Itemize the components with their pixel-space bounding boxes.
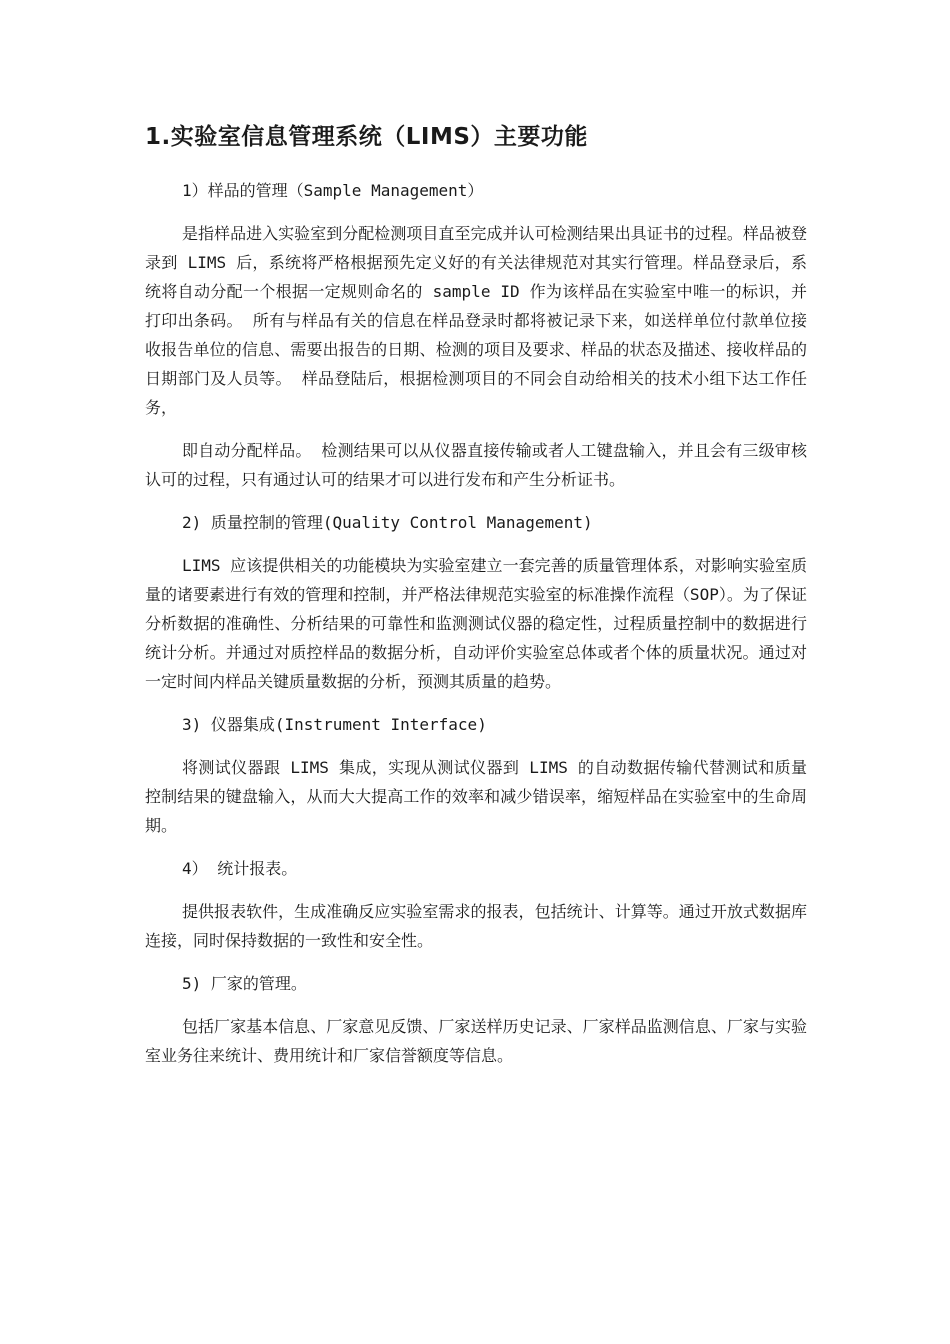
body-paragraph: 提供报表软件，生成准确反应实验室需求的报表，包括统计、计算等。通过开放式数据库连接，同时保持数据的一致性和安全性。 [145, 902, 807, 950]
page-title: 1.实验室信息管理系统（LIMS）主要功能 [145, 124, 588, 150]
section-instrument-interface [145, 710, 807, 840]
document-body [145, 120, 807, 1084]
section-heading: 3) 仪器集成(Instrument Interface) [182, 715, 487, 734]
section-heading: 5) 厂家的管理。 [182, 974, 307, 993]
body-paragraph: 包括厂家基本信息、厂家意见反馈、厂家送样历史记录、厂家样品监测信息、厂家与实验室业务往来统计、费用统计和厂家信誉额度等信息。 [145, 1017, 807, 1065]
body-paragraph: 即自动分配样品。 检测结果可以从仪器直接传输或者人工键盘输入，并且会有三级审核认可的过程，只有通过认可的结果才可以进行发布和产生分析证书。 [145, 441, 807, 489]
body-paragraph: 将测试仪器跟 LIMS 集成，实现从测试仪器到 LIMS 的自动数据传输代替测试和质量控制结果的键盘输入，从而大大提高工作的效率和减少错误率，缩短样品在实验室中的生命周期。 [145, 758, 807, 835]
section-sample-management [145, 176, 807, 494]
section-statistics-reports [145, 854, 807, 955]
section-heading: 1）样品的管理（Sample Management） [182, 181, 484, 200]
section-heading: 4） 统计报表。 [182, 859, 298, 878]
body-paragraph: 是指样品进入实验室到分配检测项目直至完成并认可检测结果出具证书的过程。样品被登录到 LIMS 后，系统将严格根据预先定义好的有关法律规范对其实行管理。样品登录后，系统将自动分配一个根据一定规则命名的 sample ID 作为该样品在实验室中唯一的标识，并打印出条码。 所有与样品有关的信息在样品登录时都将被记录下来，如送样单位付款单位接收报告单位的信息、需要出报告的日期、检测的项目及要求、样品的状态及描述、接收样品的日期部门及人员等。 样品登陆后，根据检测项目的不同会自动给相关的技术小组下达工作任务， [145, 224, 807, 417]
section-heading: 2) 质量控制的管理(Quality Control Management) [182, 513, 593, 532]
section-quality-control [145, 508, 807, 696]
body-paragraph: LIMS 应该提供相关的功能模块为实验室建立一套完善的质量管理体系，对影响实验室质量的诸要素进行有效的管理和控制，并严格法律规范实验室的标准操作流程（SOP）。为了保证分析数据的准确性、分析结果的可靠性和监测测试仪器的稳定性，过程质量控制中的数据进行统计分析。并通过对质控样品的数据分析，自动评价实验室总体或者个体的质量状况。通过对一定时间内样品关键质量数据的分析，预测其质量的趋势。 [145, 556, 807, 691]
section-vendor-management [145, 969, 807, 1070]
